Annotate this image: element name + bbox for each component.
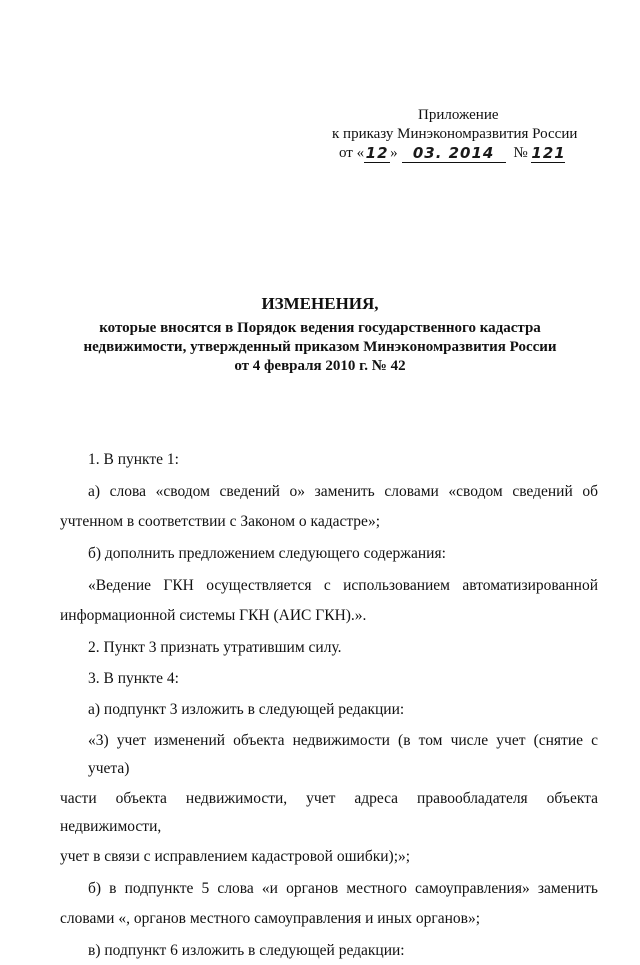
- document-title-block: [60, 293, 580, 376]
- paragraph-2: [60, 478, 598, 536]
- paragraph-8-line-1: «3) учет изменений объекта недвижимости (в том числе учет (снятие с учета): [88, 732, 598, 777]
- paragraph-9: [60, 875, 598, 933]
- paragraph-5: 2. Пункт 3 признать утратившим силу.: [88, 639, 342, 656]
- paragraph-8: [60, 727, 598, 871]
- date-month-year: 03. 2014: [412, 144, 495, 162]
- document-subtitle-line-1: которые вносятся в Порядок ведения государственного кадастра: [99, 320, 541, 336]
- appendix-order-ref: к приказу Минэкономразвития России: [332, 126, 578, 142]
- order-number-field: [531, 145, 565, 163]
- paragraph-9-line-1: б) в подпункте 5 слова «и органов местного самоуправления» заменить: [88, 880, 598, 897]
- paragraph-8-line-3: учет в связи с исправлением кадастровой ошибки);»;: [60, 848, 411, 865]
- document-body: [60, 446, 598, 965]
- paragraph-2-line-2: учтенном в соответствии с Законом о кадастре»;: [60, 513, 380, 530]
- paragraph-4-line-2: информационной системы ГКН (АИС ГКН).».: [60, 607, 367, 624]
- appendix-title: Приложение: [418, 107, 499, 123]
- paragraph-10: в) подпункт 6 изложить в следующей редакции:: [88, 942, 405, 959]
- appendix-header: [330, 106, 620, 166]
- order-number-label: №: [513, 145, 528, 161]
- document-subtitle-line-3: от 4 февраля 2010 г. № 42: [234, 358, 406, 374]
- date-day: 12: [365, 144, 389, 162]
- order-number: 121: [531, 144, 566, 162]
- date-close-quote: »: [390, 145, 398, 161]
- appendix-date-line: [330, 144, 620, 166]
- paragraph-3: б) дополнить предложением следующего содержания:: [88, 545, 446, 562]
- paragraph-7: а) подпункт 3 изложить в следующей редакции:: [88, 701, 405, 718]
- document-subtitle-line-2: недвижимости, утвержденный приказом Минэкономразвития России: [83, 339, 557, 355]
- paragraph-4: [60, 572, 598, 630]
- paragraph-9-line-2: словами «, органов местного самоуправления и иных органов»;: [60, 910, 481, 927]
- paragraph-8-line-2: части объекта недвижимости, учет адреса правообладателя объекта недвижимости,: [60, 790, 598, 835]
- paragraph-1: 1. В пункте 1:: [88, 451, 179, 468]
- document-title: ИЗМЕНЕНИЯ,: [261, 294, 379, 313]
- paragraph-6: 3. В пункте 4:: [88, 670, 179, 687]
- date-month-year-field: [402, 145, 506, 163]
- date-day-field: [364, 145, 390, 163]
- paragraph-4-line-1: «Ведение ГКН осуществляется с использованием автоматизированной: [88, 577, 598, 594]
- paragraph-2-line-1: а) слова «сводом сведений о» заменить словами «сводом сведений об: [88, 483, 598, 500]
- date-from-label: от «: [339, 145, 365, 161]
